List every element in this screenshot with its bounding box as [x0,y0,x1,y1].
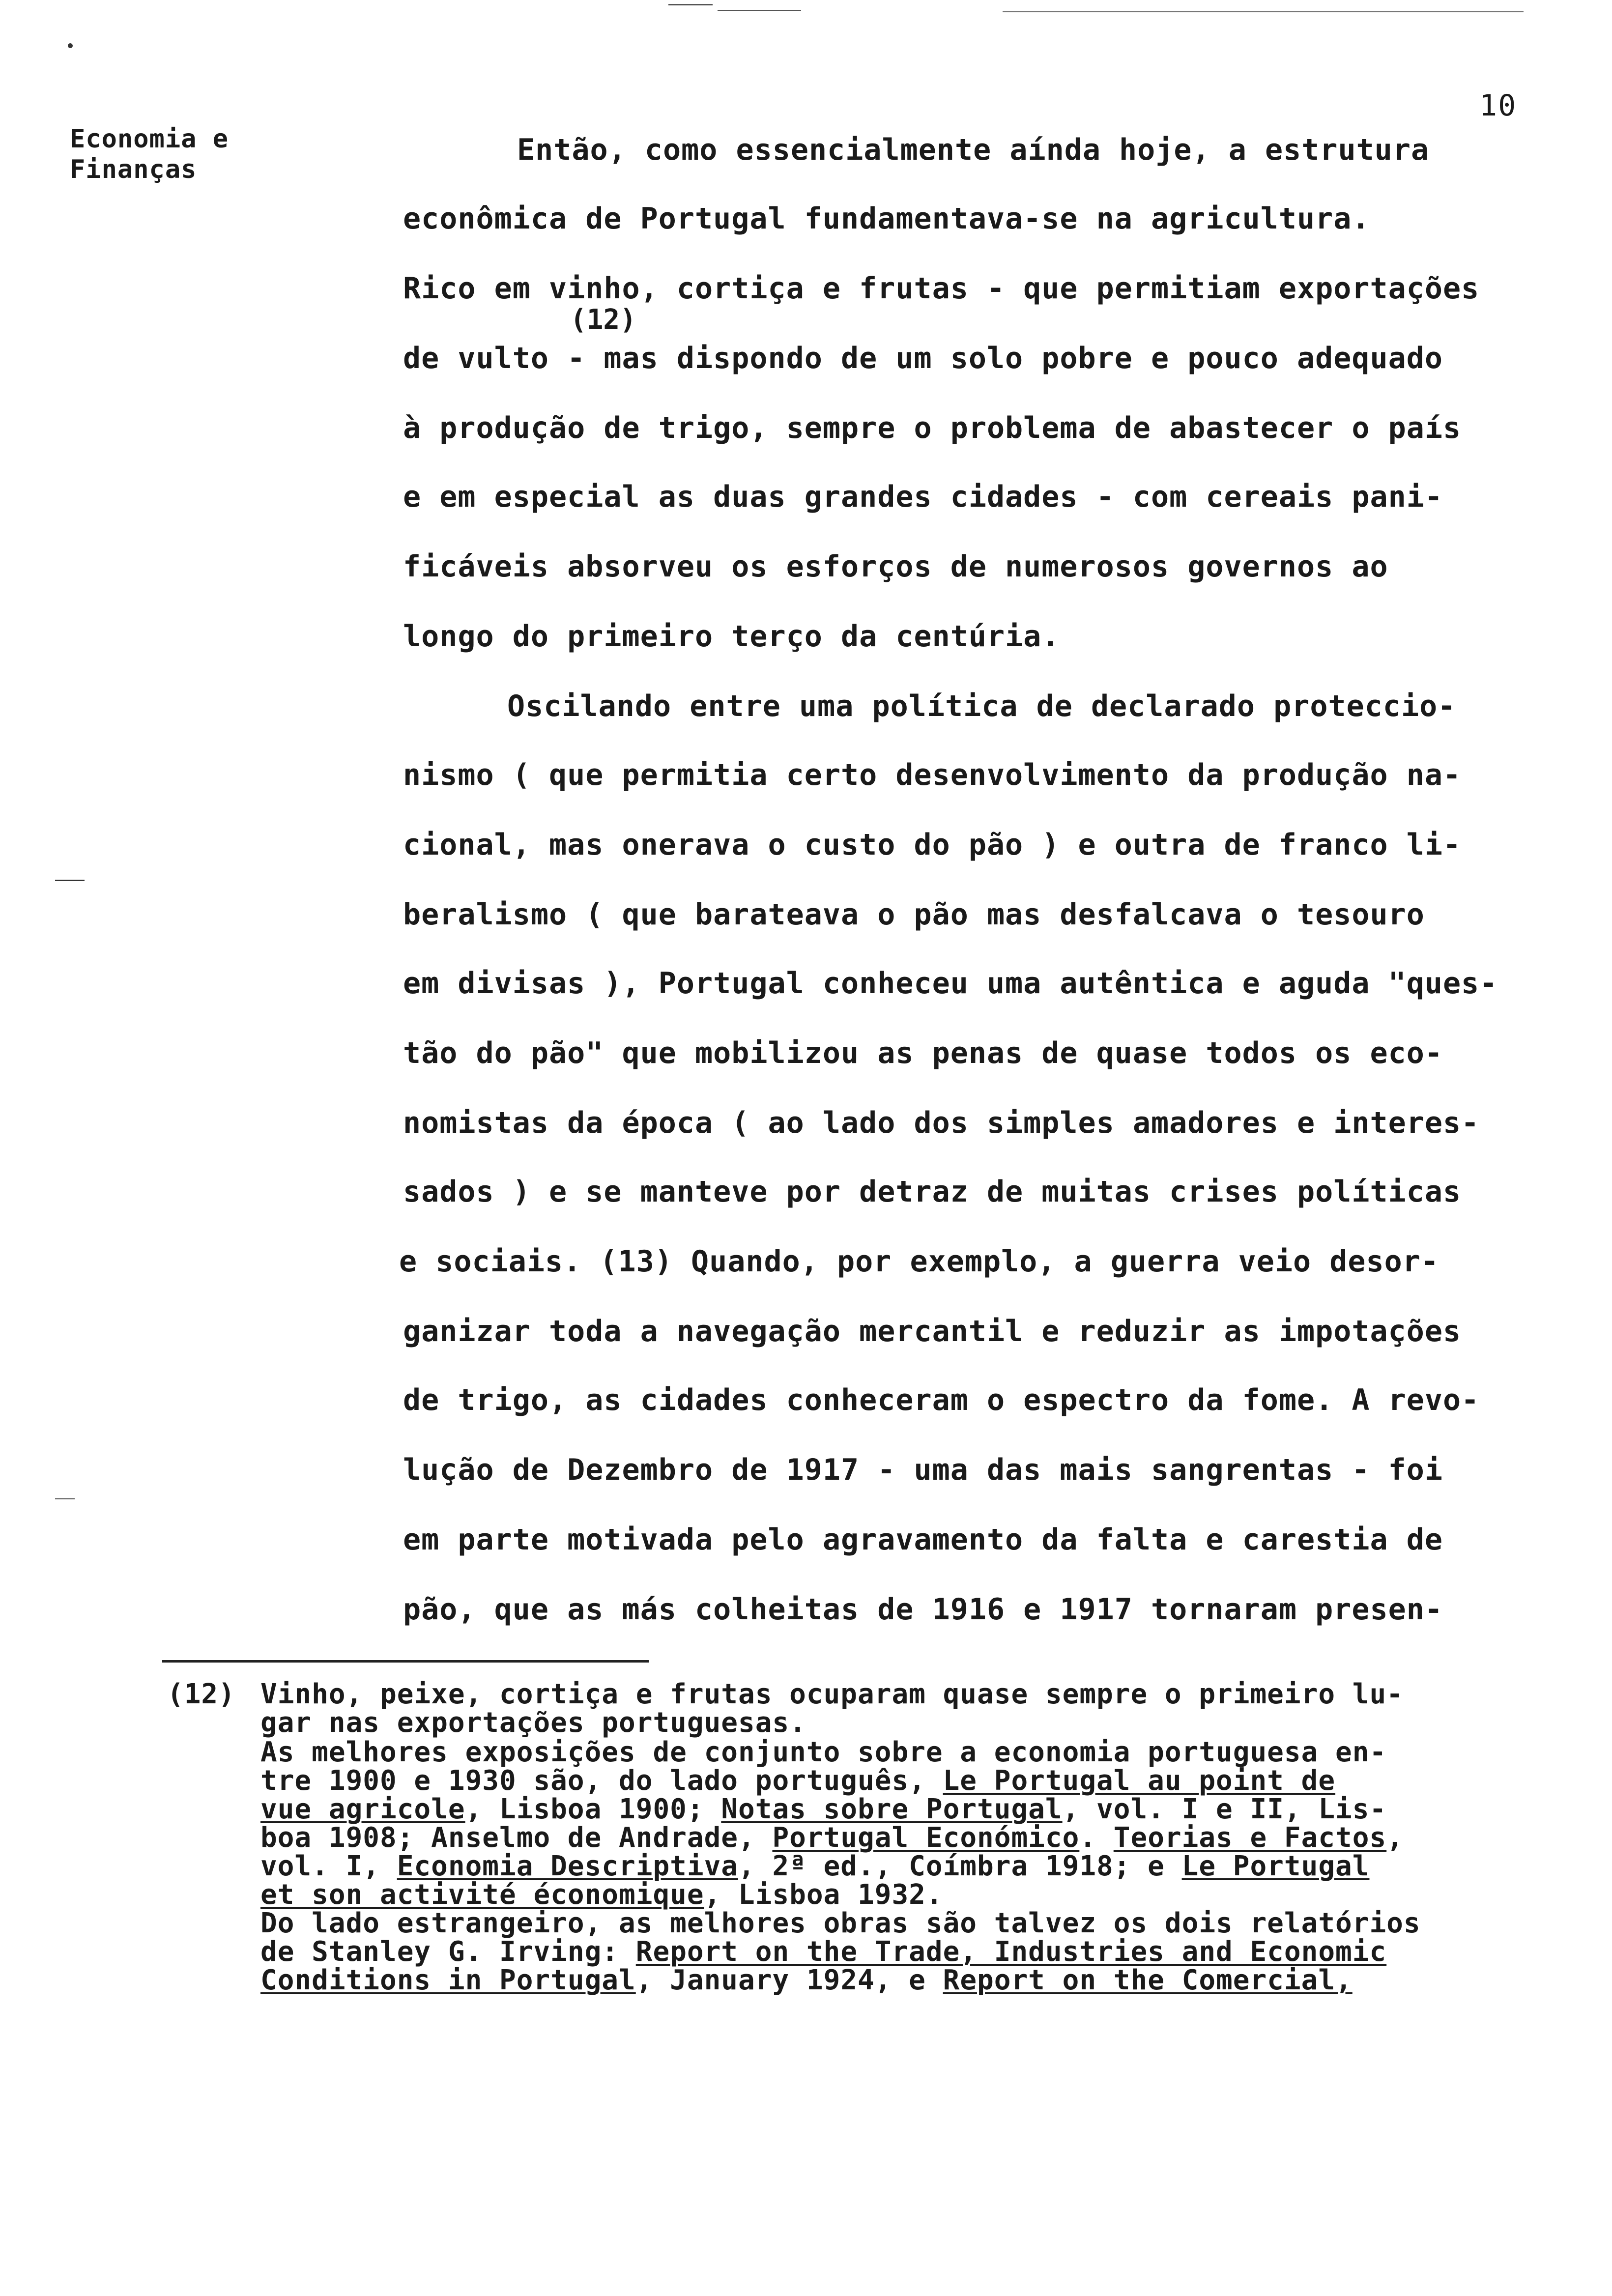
footnote-marker: (12) [167,1678,235,1710]
footnote-text: boa 1908; Anselmo de Andrade, [260,1822,773,1854]
footnote-line: As melhores exposições de conjunto sobre a economia portuguesa en- [260,1736,1387,1768]
body-line: de trigo, as cidades conheceram o espectro da fome. A revo- [403,1383,1480,1417]
body-line: lução de Dezembro de 1917 - uma das mais sangrentas - foi [403,1453,1443,1487]
body-line: de vulto - mas dispondo de um solo pobre e pouco adequado [403,341,1443,375]
footnote-text: , [1386,1822,1404,1854]
footnote-line [260,1964,1353,1996]
footnote-title: Le Portugal [1181,1850,1370,1882]
footnote-title: Report on the Trade, Industries and Economic [635,1936,1387,1968]
body-line: à produção de trigo, sempre o problema de abastecer o país [403,411,1462,445]
footnote-text: , vol. I e II, Lis- [1062,1793,1387,1825]
margin-note-line: Economia e [70,124,229,154]
footnote-text: , January 1924, e [635,1964,943,1996]
body-line: ganizar toda a navegação mercantil e reduzir as impotações [403,1314,1462,1349]
footnote-text: , Lisboa 1900; [465,1793,721,1825]
body-line: Oscilando entre uma política de declarado proteccio- [507,689,1456,723]
margin-note-line: Finanças [70,155,197,184]
body-line: em parte motivada pelo agravamento da falta e carestia de [403,1522,1443,1557]
footnote-title: et son activité économique [260,1879,704,1911]
footnote-title: Economia Descriptiva [397,1850,739,1882]
footnote-line [260,1879,943,1911]
body-line: ficáveis absorveu os esforços de numerosos governos ao [403,549,1388,584]
footnote-line [260,1850,1369,1882]
footnote-text: , 2ª ed., Coímbra 1918; e [738,1850,1182,1882]
footnote-ref: (12) [570,304,636,336]
body-line: Rico em vinho, cortiça e frutas - que permitiam exportações [403,271,1480,306]
footnote-title: Conditions in Portugal [260,1964,636,1996]
footnote-text: . [1079,1822,1114,1854]
body-line: cional, mas onerava o custo do pão ) e outra de franco li- [403,828,1462,862]
footnote-line [260,1793,1386,1825]
body-line: econômica de Portugal fundamentava-se na agricultura. [403,201,1370,236]
footnote-title: Report on the Comercial, [943,1964,1353,1996]
footnote-text: vol. I, [260,1850,397,1882]
scan-speck [55,880,85,881]
footnote-line [260,1822,1404,1854]
body-line: beralismo ( que barateava o pão mas desfalcava o tesouro [403,897,1425,932]
body-line: nismo ( que permitia certo desenvolvimento da produção na- [403,758,1462,792]
body-line: tão do pão" que mobilizou as penas de quase todos os eco- [403,1036,1443,1070]
footnote-text: , Lisboa 1932. [704,1879,943,1911]
footnote-title: vue agricole [260,1793,465,1825]
footnote-line [260,1765,1335,1797]
footnote-title: Portugal Económico [772,1822,1080,1854]
scan-artifact-rule [718,10,801,11]
footnote-line [260,1936,1386,1968]
footnote-line: gar nas exportações portuguesas. [260,1707,806,1739]
body-line: nomistas da época ( ao lado dos simples amadores e interes- [403,1106,1480,1140]
body-line: e em especial as duas grandes cidades - com cereais pani- [403,480,1443,514]
body-line: longo do primeiro terço da centúria. [403,619,1060,654]
body-line: pão, que as más colheitas de 1916 e 1917 tornaram presen- [403,1592,1443,1627]
footnote-title: Notas sobre Portugal [721,1793,1063,1825]
footnote-separator [162,1660,649,1663]
body-line: Então, como essencialmente aínda hoje, a estrutura [517,133,1430,167]
page-number: 10 [1479,88,1517,123]
footnote-title: Le Portugal au point de [943,1765,1336,1797]
footnote-title: Teorias e Factos [1113,1822,1387,1854]
scan-artifact-rule [1003,11,1524,12]
body-line: sados ) e se manteve por detraz de muitas crises políticas [403,1175,1462,1209]
scan-speck [68,43,73,48]
margin-note [70,124,229,185]
body-line: e sociais. (13) Quando, por exemplo, a guerra veio desor- [399,1244,1439,1279]
footnote-text: de Stanley G. Irving: [260,1936,636,1968]
footnote-line: Do lado estrangeiro, as melhores obras são talvez os dois relatórios [260,1907,1421,1939]
footnote-text: tre 1900 e 1930 são, do lado português, [260,1765,943,1797]
scan-artifact-rule [668,4,713,5]
footnote-line: Vinho, peixe, cortiça e frutas ocuparam quase sempre o primeiro lu- [260,1678,1404,1710]
body-line: em divisas ), Portugal conheceu uma autêntica e aguda "ques- [403,966,1498,1001]
scan-speck [55,1498,75,1499]
